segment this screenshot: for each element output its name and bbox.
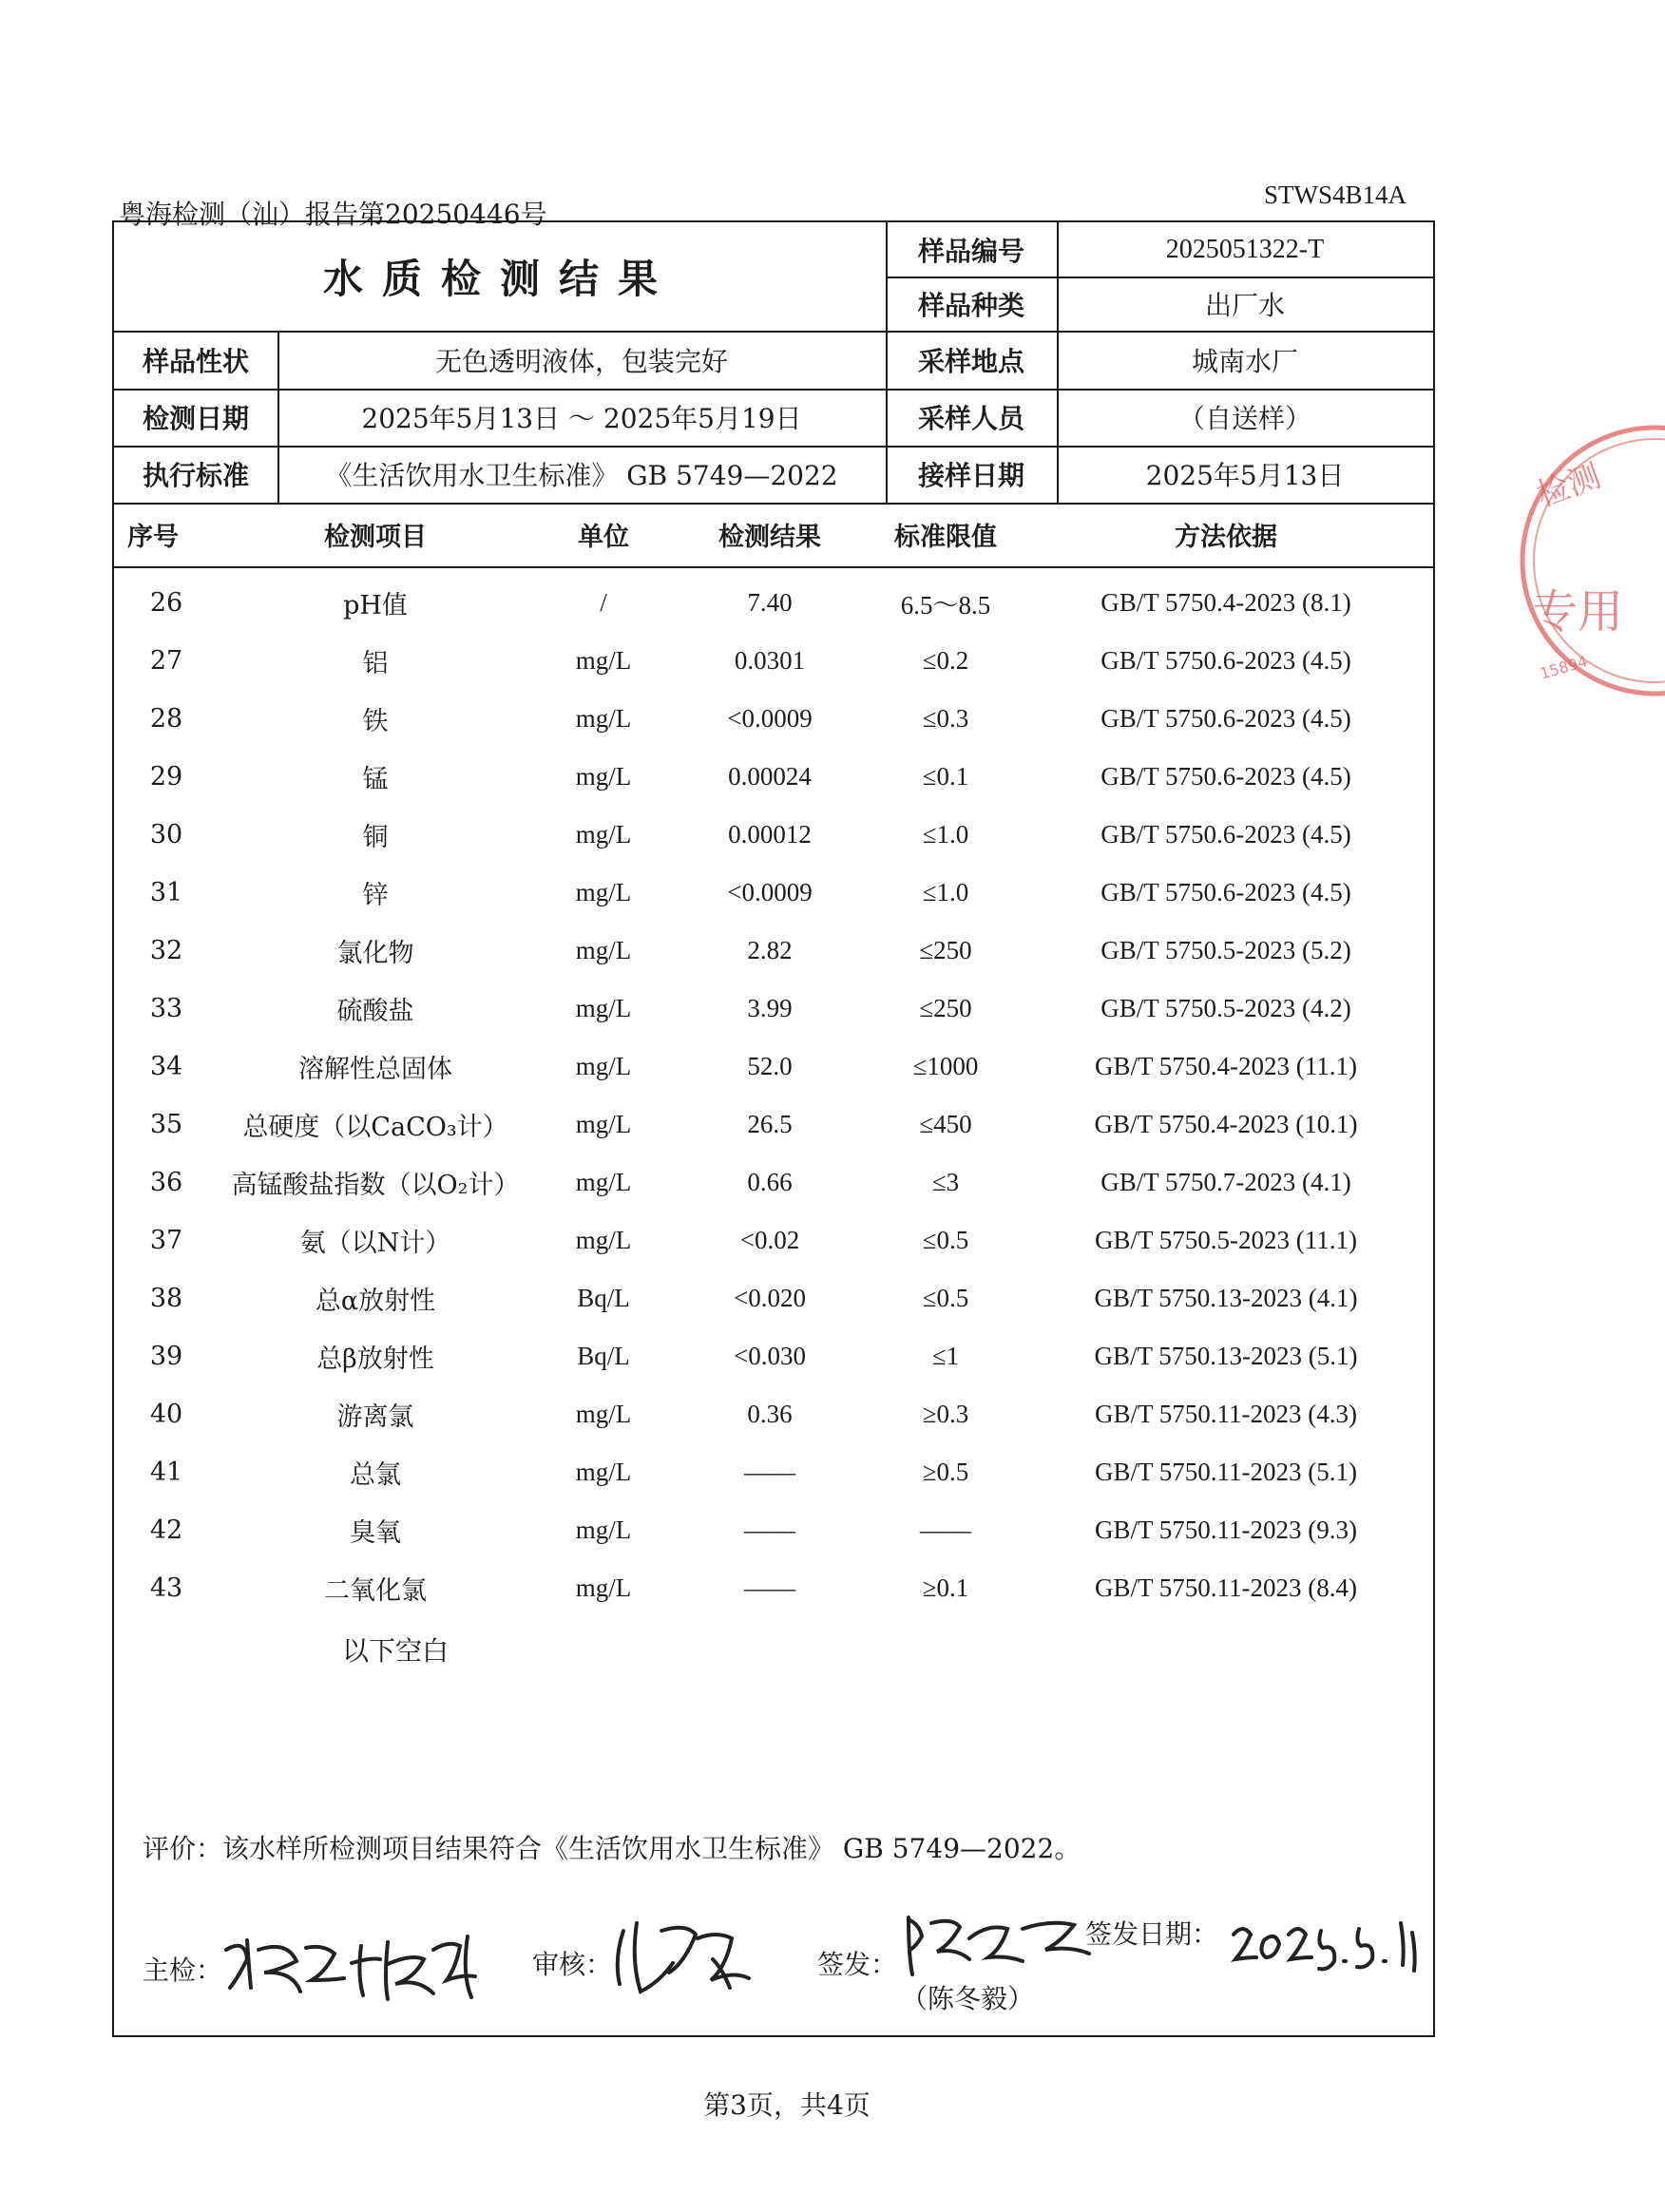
row-result: 0.66 — [747, 1168, 793, 1196]
table-row — [114, 1269, 1433, 1327]
row-item: 氯化物 — [336, 939, 414, 968]
row-limit: ≤250 — [919, 936, 972, 964]
row-method: GB/T 5750.13-2023 (5.1) — [1094, 1342, 1358, 1370]
row-method: GB/T 5750.11-2023 (9.3) — [1095, 1516, 1357, 1544]
row-limit: ≥0.3 — [922, 1400, 969, 1428]
row-method: GB/T 5750.6-2023 (4.5) — [1100, 820, 1351, 849]
table-row — [114, 980, 1433, 1038]
row-method: GB/T 5750.6-2023 (4.5) — [1100, 704, 1351, 733]
row-method: GB/T 5750.4-2023 (10.1) — [1094, 1110, 1358, 1138]
sample-no-value: 2025051322-T — [1165, 234, 1325, 264]
row-item: 铝 — [362, 649, 389, 678]
official-seal — [1513, 409, 1665, 713]
row-limit: —— — [920, 1516, 971, 1544]
row-result: 0.0301 — [734, 646, 806, 675]
row-method: GB/T 5750.6-2023 (4.5) — [1100, 762, 1351, 791]
row-result: 0.36 — [747, 1400, 793, 1428]
table-row — [114, 632, 1433, 690]
col-result: 检测结果 — [718, 523, 821, 552]
table-row — [114, 864, 1433, 922]
row-limit: ≤450 — [919, 1110, 972, 1138]
row-no: 41 — [149, 1458, 183, 1487]
row-no: 31 — [149, 878, 183, 907]
sampler-value: （自送样） — [1177, 403, 1311, 434]
sample-type-label: 样品种类 — [917, 289, 1024, 321]
report-frame — [112, 220, 1435, 2037]
site-value: 城南水厂 — [1191, 345, 1298, 377]
row-item: 总氯 — [350, 1460, 401, 1490]
row-item: 氨（以N计） — [299, 1229, 451, 1258]
table-row — [114, 922, 1433, 980]
row-item: 总β放射性 — [316, 1344, 434, 1374]
row-unit: mg/L — [575, 1400, 632, 1428]
row-no: 27 — [149, 646, 183, 676]
row-limit: ≥0.1 — [922, 1573, 969, 1602]
sample-type-value: 出厂水 — [1204, 289, 1285, 321]
inspector-signature — [219, 1921, 523, 2007]
row-unit: mg/L — [575, 1226, 632, 1254]
row-result: —— — [744, 1516, 795, 1544]
issue-date-label: 签发日期： — [1085, 1918, 1219, 1950]
date-label: 检测日期 — [142, 403, 249, 434]
row-limit: ≥0.5 — [922, 1458, 969, 1486]
row-limit: ≤1000 — [912, 1052, 979, 1080]
row-unit: mg/L — [575, 1458, 632, 1486]
row-unit: / — [600, 588, 607, 617]
col-unit: 单位 — [578, 523, 629, 552]
row-no: 37 — [149, 1226, 183, 1255]
table-row — [114, 1443, 1433, 1501]
issuer-name: （陈冬毅） — [901, 1983, 1035, 2014]
site-label: 采样地点 — [917, 345, 1024, 377]
row-method: GB/T 5750.4-2023 (8.1) — [1100, 588, 1351, 617]
sample-no-label: 样品编号 — [917, 235, 1024, 267]
row-no: 43 — [149, 1573, 183, 1603]
svg-text:15894: 15894 — [1538, 652, 1590, 683]
row-result: —— — [744, 1573, 795, 1602]
reviewer-label: 审核： — [532, 1949, 613, 1980]
row-limit: ≤1.0 — [922, 820, 969, 849]
issuer-signature — [899, 1910, 1108, 1976]
row-result: —— — [744, 1458, 795, 1486]
row-item: 锌 — [362, 881, 389, 910]
date-value: 2025年5月13日 ～ 2025年5月19日 — [361, 403, 802, 434]
receive-value: 2025年5月13日 — [1145, 460, 1345, 491]
row-unit: mg/L — [575, 1516, 632, 1544]
row-limit: 6.5～8.5 — [900, 591, 991, 620]
row-unit: mg/L — [575, 762, 632, 791]
row-item: 总硬度（以CaCO₃计） — [242, 1113, 508, 1142]
table-row — [114, 1327, 1433, 1385]
row-no: 40 — [149, 1400, 183, 1429]
reviewer-signature — [608, 1912, 779, 2007]
row-unit: mg/L — [575, 704, 632, 733]
row-no: 39 — [149, 1342, 183, 1371]
table-row — [114, 1154, 1433, 1211]
row-result: <0.030 — [734, 1342, 806, 1370]
row-unit: mg/L — [575, 936, 632, 964]
row-result: 52.0 — [747, 1052, 793, 1080]
svg-text:专用: 专用 — [1532, 585, 1624, 639]
row-unit: mg/L — [575, 1052, 632, 1080]
table-row — [114, 806, 1433, 864]
row-result: <0.02 — [739, 1226, 800, 1254]
row-no: 29 — [149, 762, 183, 791]
row-no: 33 — [149, 994, 183, 1023]
row-method: GB/T 5750.4-2023 (11.1) — [1095, 1052, 1357, 1080]
report-number: 粤海检测（汕）报告第20250446号 — [119, 199, 547, 230]
row-unit: mg/L — [575, 1573, 632, 1602]
table-row — [114, 748, 1433, 806]
row-item: 高锰酸盐指数（以O₂计） — [231, 1171, 520, 1200]
col-no: 序号 — [127, 523, 179, 552]
row-limit: ≤250 — [919, 994, 972, 1022]
row-limit: ≤1 — [931, 1342, 960, 1370]
row-limit: ≤0.1 — [922, 762, 969, 791]
row-unit: mg/L — [575, 820, 632, 849]
row-unit: mg/L — [575, 1110, 632, 1138]
row-result: 26.5 — [747, 1110, 793, 1138]
row-result: 7.40 — [747, 588, 793, 617]
row-limit: ≤3 — [931, 1168, 960, 1196]
property-label: 样品性状 — [142, 345, 249, 377]
row-item: 总α放射性 — [315, 1287, 436, 1316]
row-no: 28 — [149, 704, 183, 734]
column-header — [114, 505, 1433, 563]
row-limit: ≤1.0 — [922, 878, 969, 906]
table-row — [114, 690, 1433, 748]
row-item: 硫酸盐 — [336, 997, 414, 1026]
row-no: 30 — [149, 820, 183, 849]
row-limit: ≤0.5 — [922, 1226, 969, 1254]
row-no: 35 — [149, 1110, 183, 1139]
row-method: GB/T 5750.6-2023 (4.5) — [1100, 646, 1351, 675]
row-result: 0.00024 — [728, 762, 812, 791]
col-method: 方法依据 — [1175, 523, 1277, 552]
table-row — [114, 1501, 1433, 1559]
row-result: <0.020 — [734, 1284, 806, 1312]
col-item: 检测项目 — [324, 523, 427, 552]
row-unit: Bq/L — [577, 1342, 630, 1370]
inspector-label: 主检： — [143, 1955, 223, 1986]
row-unit: mg/L — [575, 1168, 632, 1196]
blank-note: 以下空白 — [342, 1635, 450, 1667]
row-method: GB/T 5750.11-2023 (8.4) — [1095, 1573, 1357, 1602]
standard-value: 《生活饮用水卫生标准》 GB 5749—2022 — [325, 460, 838, 491]
table-row — [114, 1096, 1433, 1154]
row-item: 铁 — [362, 707, 389, 736]
row-item: pH值 — [343, 591, 408, 620]
col-limit: 标准限值 — [894, 523, 997, 552]
row-result: 0.00012 — [728, 820, 812, 849]
report-code: STWS4B14A — [1264, 181, 1407, 209]
row-result: 2.82 — [747, 936, 793, 964]
page-footer: 第3页，共4页 — [703, 2089, 871, 2121]
row-limit: ≤0.3 — [922, 704, 969, 733]
issue-date-handwriting — [1226, 1914, 1426, 1974]
row-limit: ≤0.5 — [922, 1284, 969, 1312]
table-row — [114, 1385, 1433, 1443]
row-result: <0.0009 — [727, 704, 813, 733]
row-unit: mg/L — [575, 646, 632, 675]
row-method: GB/T 5750.13-2023 (4.1) — [1094, 1284, 1358, 1312]
evaluation-text: 评价：该水样所检测项目结果符合《生活饮用水卫生标准》 GB 5749—2022。 — [143, 1833, 1081, 1864]
svg-text:检测: 检测 — [1532, 457, 1606, 515]
row-result: <0.0009 — [727, 878, 813, 906]
table-row — [114, 1038, 1433, 1096]
row-method: GB/T 5750.7-2023 (4.1) — [1100, 1168, 1351, 1196]
row-method: GB/T 5750.5-2023 (5.2) — [1100, 936, 1351, 964]
row-no: 36 — [149, 1168, 183, 1197]
row-limit: ≤0.2 — [922, 646, 969, 675]
row-unit: Bq/L — [577, 1284, 630, 1312]
row-item: 二氧化氯 — [324, 1576, 427, 1606]
standard-label: 执行标准 — [142, 460, 249, 491]
table-row — [114, 1559, 1433, 1617]
receive-label: 接样日期 — [917, 460, 1024, 491]
row-item: 游离氯 — [336, 1402, 414, 1432]
row-method: GB/T 5750.6-2023 (4.5) — [1100, 878, 1351, 906]
row-method: GB/T 5750.11-2023 (4.3) — [1095, 1400, 1357, 1428]
property-value: 无色透明液体，包装完好 — [434, 345, 728, 377]
row-no: 32 — [149, 936, 183, 965]
row-item: 铜 — [362, 823, 389, 852]
table-row — [114, 1211, 1433, 1269]
row-method: GB/T 5750.11-2023 (5.1) — [1095, 1458, 1357, 1486]
table-row — [114, 574, 1433, 632]
row-result: 3.99 — [747, 994, 793, 1022]
row-item: 臭氧 — [350, 1518, 401, 1548]
row-method: GB/T 5750.5-2023 (11.1) — [1095, 1226, 1357, 1254]
issuer-label: 签发： — [817, 1949, 898, 1980]
sampler-label: 采样人员 — [917, 403, 1024, 434]
row-unit: mg/L — [575, 994, 632, 1022]
row-item: 锰 — [362, 765, 389, 794]
row-method: GB/T 5750.5-2023 (4.2) — [1100, 994, 1351, 1022]
row-no: 38 — [149, 1284, 183, 1313]
row-item: 溶解性总固体 — [298, 1055, 452, 1084]
row-no: 26 — [149, 588, 183, 618]
row-no: 34 — [149, 1052, 183, 1081]
page-title: 水质检测结果 — [322, 256, 677, 302]
row-unit: mg/L — [575, 878, 632, 906]
row-no: 42 — [149, 1516, 183, 1545]
